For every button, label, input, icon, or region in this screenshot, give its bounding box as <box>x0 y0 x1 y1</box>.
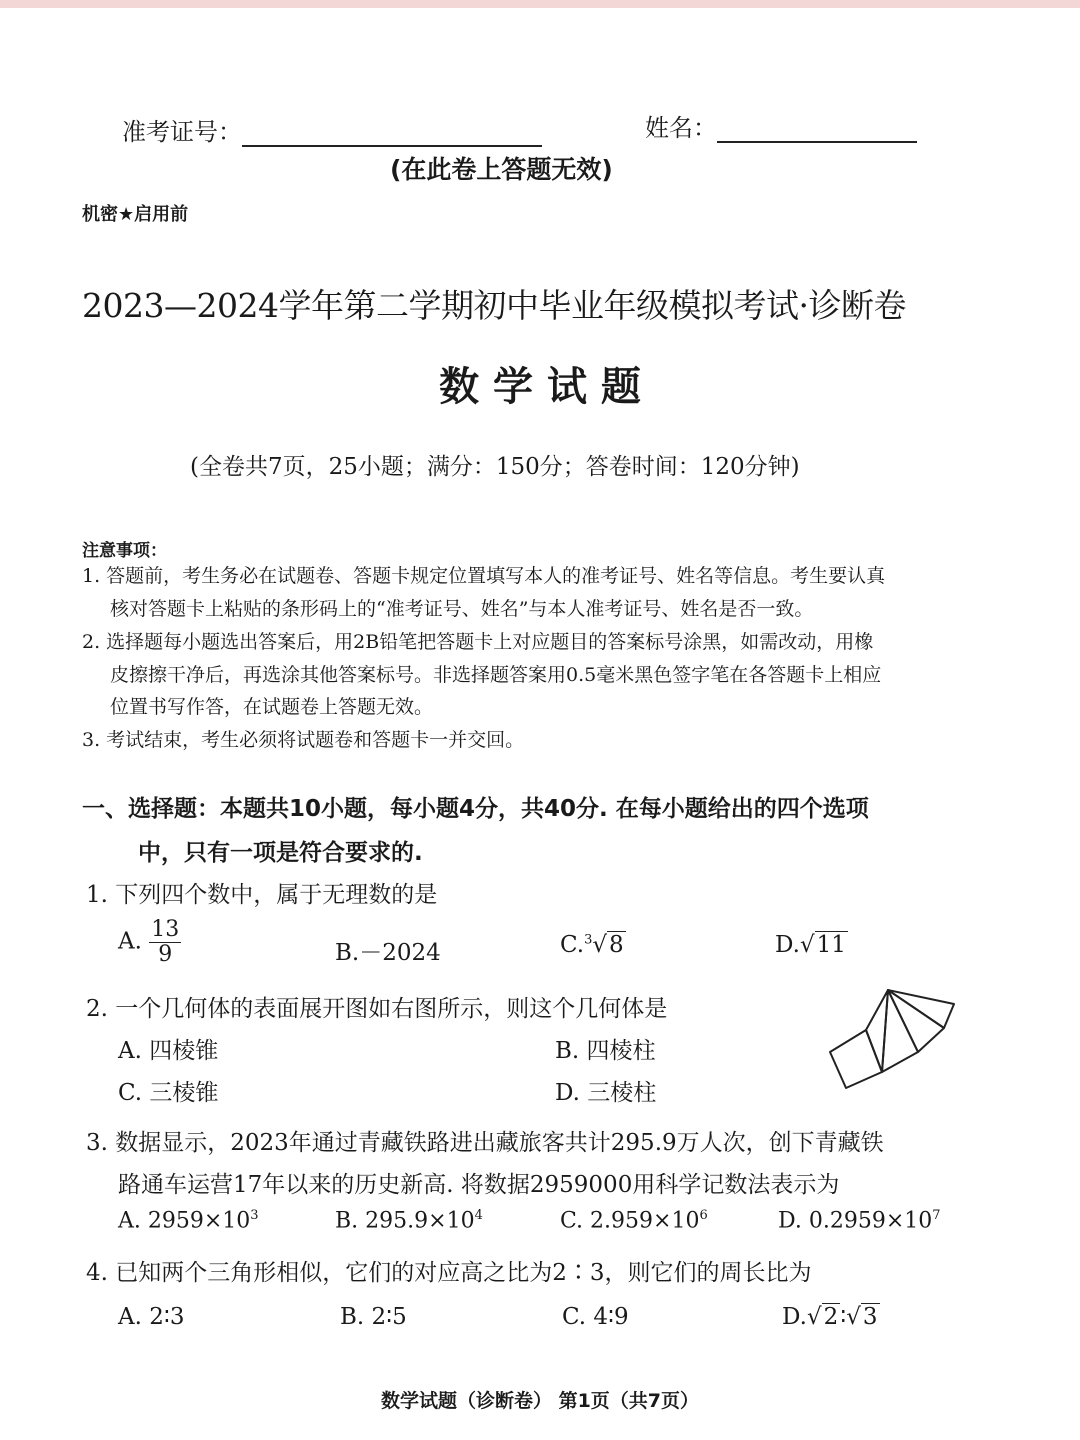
q1-fraction: $\frac{13}{9}$ <box>151 917 180 968</box>
q1-option-b: B.－2024 <box>335 940 441 966</box>
q2-option-a: A. 四棱锥 <box>118 1038 219 1064</box>
q3-option-a: A. $2959\times 10^3$ <box>118 1208 259 1234</box>
q4-option-b: B. 2∶5 <box>340 1304 407 1330</box>
exam-id-blank <box>242 121 542 147</box>
notice-heading: 注意事项： <box>82 541 167 561</box>
exam-id-field <box>122 112 542 147</box>
notice-item-3: 3. 考试结束，考生必须将试题卷和答题卡一并交回。 <box>82 729 525 751</box>
top-edge-strip <box>0 0 1080 8</box>
invalid-note: (在此卷上答题无效) <box>390 155 613 184</box>
q4-stem: 4. 已知两个三角形相似，它们的对应高之比为2∶3，则它们的周长比为 <box>86 1260 812 1286</box>
q1-root-index: 3 <box>584 932 593 948</box>
net-triangle-face-2 <box>882 990 918 1072</box>
name-blank <box>717 117 917 143</box>
net-diagram <box>820 984 980 1094</box>
q2-stem: 2. 一个几何体的表面展开图如右图所示，则这个几何体是 <box>86 996 668 1022</box>
notice-item-2-line-1: 2. 选择题每小题选出答案后，用2B铅笔把答题卡上对应题目的答案标号涂黑，如需改动，用橡 <box>82 631 874 653</box>
q4-option-c: C. 4∶9 <box>562 1304 629 1330</box>
notice-item-1-line-1: 1. 答题前，考生务必在试题卷、答题卡规定位置填写本人的准考证号、姓名等信息。考生要认真 <box>82 565 886 587</box>
q2-option-b: B. 四棱柱 <box>555 1038 656 1064</box>
page-footer: 数学试题（诊断卷） 第1页（共7页） <box>380 1390 700 1412</box>
q4-radicand-1: 2 <box>823 1304 839 1330</box>
q1-radicand-d: 11 <box>816 932 846 958</box>
q1-stem: 1. 下列四个数中，属于无理数的是 <box>86 882 438 908</box>
net-square-face <box>830 1030 882 1088</box>
exam-info: (全卷共7页，25小题；满分：150分；答卷时间：120分钟) <box>190 454 800 480</box>
exam-id-label: 准考证号： <box>122 118 242 146</box>
q4-option-a: A. 2∶3 <box>118 1304 185 1330</box>
subject-title: 数 学 试 题 <box>439 364 641 410</box>
q4-option-d: D.√2∶√3 <box>782 1304 878 1330</box>
q3-stem-line-2: 路通车运营17年以来的历史新高. 将数据2959000用科学记数法表示为 <box>118 1172 840 1198</box>
notice-item-2-line-3: 位置书写作答，在试题卷上答题无效。 <box>110 696 434 718</box>
q1-option-d: D.√11 <box>775 932 846 958</box>
q2-option-c: C. 三棱锥 <box>118 1080 219 1106</box>
q1-radicand-c: 8 <box>609 932 624 958</box>
q3-option-c: C. $2.959\times 10^6$ <box>560 1208 708 1234</box>
q3-stem-line-1: 3. 数据显示，2023年通过青藏铁路进出藏旅客共计295.9万人次，创下青藏铁 <box>86 1130 884 1156</box>
section-1-heading-line-2: 中，只有一项是符合要求的. <box>138 840 423 866</box>
exam-title: 2023—2024学年第二学期初中毕业年级模拟考试·诊断卷 <box>82 286 906 325</box>
q1-option-a: A. $\frac{13}{9}$ <box>118 917 180 968</box>
secret-label: 机密★启用前 <box>82 204 189 225</box>
q3-option-b: B. $295.9\times 10^4$ <box>335 1208 483 1234</box>
section-1-heading-line-1: 一、选择题：本题共10小题，每小题4分，共40分. 在每小题给出的四个选项 <box>82 796 869 822</box>
notice-item-2-line-2: 皮擦擦干净后，再选涂其他答案标号。非选择题答案用0.5毫米黑色签字笔在各答题卡上相应 <box>110 664 882 686</box>
q1-option-c: C.$^3$√8 <box>560 932 624 958</box>
q3-option-d: D. $0.2959\times 10^7$ <box>778 1208 941 1234</box>
notice-item-1-line-2: 核对答题卡上粘贴的条形码上的“准考证号、姓名”与本人准考证号、姓名是否一致。 <box>110 598 814 620</box>
name-label: 姓名： <box>645 114 717 142</box>
q2-option-d: D. 三棱柱 <box>555 1080 657 1106</box>
q4-radicand-2: 3 <box>862 1304 878 1330</box>
name-field <box>645 108 917 143</box>
